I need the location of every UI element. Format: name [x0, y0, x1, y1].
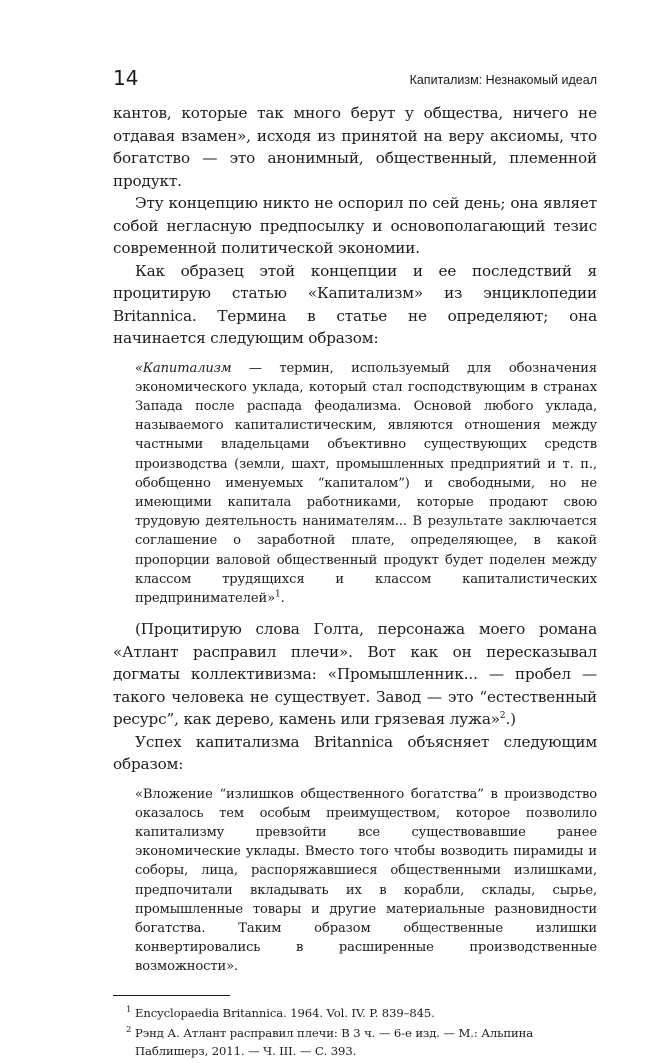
paragraph: Как образец этой концепции и ее последствий я процитирую статью «Капитализм» из энциклопедии Britannica. Термина в статье не определяют; она начинается следующим образом:: [113, 261, 597, 347]
footnote-1: [113, 1005, 597, 1023]
footnote-text: Encyclopaedia Britannica. 1964. Vol. IV. P. 839–845.: [135, 1005, 435, 1020]
footnote-mark: 2: [126, 1025, 132, 1036]
paragraph-success: Успех капитализма Britannica объясняет следующим образом:: [113, 732, 597, 774]
quote-term: «Капитализм: [135, 360, 232, 376]
footnote-separator: [113, 995, 230, 996]
page-header: [113, 66, 597, 102]
footnote-mark: 1: [126, 1004, 132, 1015]
book-page: [113, 66, 597, 1063]
quote-end: .: [280, 590, 285, 606]
running-head: Капитализм: Незнакомый идеал: [409, 73, 597, 87]
main-text: [113, 102, 597, 350]
quote-text: — термин, используемый для обозначения экономического уклада, который стал господствующим в странах Запада после распада феодализма. Основой любого уклада, называемого капиталистическим, являются отношения между частными владельцами объективно существующих средств производства (земли, шахт, промышленных предприятий и т. п., обобщенно именуемых “капиталом”) и свободными, но не имеющими капитала работниками, которые продают свою трудовую деятельность нанимателям... В результате заключается соглашение о заработной плате, определяющее, в какой пропорции валовой общественный продукт будет поделен между классом трудящихся и классом капиталистических предпринимателей»: [135, 360, 597, 606]
block-quote-capitalism-definition: [135, 359, 597, 609]
paragraph-continued: кантов, которые так много берут у общества, ничего не отдавая взамен», исходя из принятой на веру аксиомы, что богатство — это анонимный, общественный, племенной продукт.: [113, 104, 597, 190]
footnote-ref-1[interactable]: 1: [274, 589, 281, 600]
main-text-continued: [113, 618, 597, 776]
paragraph: Эту концепцию никто не оспорил по сей день; она являет собой негласную предпосылку и основополагающий тезис современной политической экономии.: [113, 194, 597, 257]
page-number: 14: [113, 66, 139, 90]
footnote-text: Рэнд А. Атлант расправил плечи: В 3 ч. — 6-е изд. — М.: Альпина Паблишерз, 2011. — Ч. III. — С. 393.: [135, 1026, 534, 1058]
footnotes: [113, 1005, 597, 1061]
footnote-2: [113, 1025, 597, 1060]
paragraph-golt-text: (Процитирую слова Голта, персонажа моего романа «Атлант расправил плечи». Вот как он пересказывал догматы коллективизма: «Промышленник... — пробел — такого человека не существует. Завод — это “естественный ресурс”, как дерево, камень или грязевая лужа»: [113, 620, 597, 729]
paragraph-golt-end: .): [505, 710, 516, 729]
footnote-ref-2[interactable]: 2: [499, 711, 506, 722]
block-quote-surplus: «Вложение “излишков общественного богатства” в производство оказалось тем особым преимуществом, которое позволило капитализму превзойти все существовавшие ранее экономические уклады. Вместо того чтобы возводить пирамиды и соборы, лица, распоряжавшиеся общественными излишками, предпочитали вкладывать их в корабли, склады, сырье, промышленные товары и другие материальные разновидности богатства. Таким образом общественные излишки конвертировались в расширенные производственные возможности».: [135, 786, 597, 975]
paragraph-golt: [113, 618, 597, 731]
